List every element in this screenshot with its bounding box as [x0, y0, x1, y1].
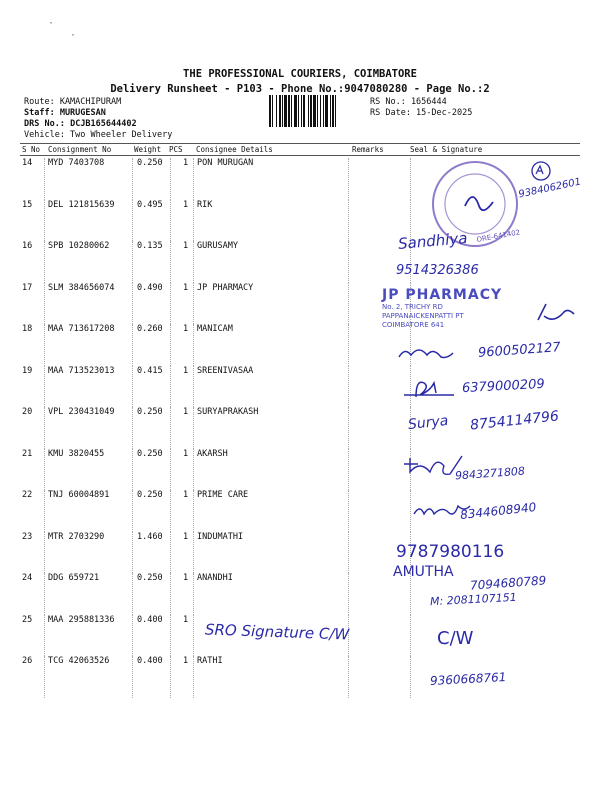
- column-divider: [44, 200, 45, 242]
- column-divider: [170, 449, 171, 491]
- header-top-rule: [20, 143, 580, 144]
- barcode-bar: [325, 95, 328, 127]
- barcode-bar: [303, 95, 305, 127]
- column-divider: [132, 366, 133, 408]
- column-divider: [132, 200, 133, 242]
- column-divider: [348, 241, 349, 283]
- column-divider: [44, 366, 45, 408]
- column-divider: [170, 366, 171, 408]
- barcode-bar: [332, 95, 334, 127]
- column-divider: [132, 241, 133, 283]
- column-divider: [132, 532, 133, 574]
- row-sno: 19: [22, 365, 33, 376]
- column-divider: [348, 158, 349, 200]
- barcode-bar: [310, 95, 312, 127]
- hw-r24-name: AMUTHA: [393, 564, 454, 580]
- drs-line: [24, 119, 172, 130]
- col-consignment: Consignment No: [48, 145, 112, 154]
- row-sno: 14: [22, 158, 33, 168]
- row-weight: 0.495: [137, 199, 163, 210]
- column-divider: [44, 490, 45, 532]
- column-divider: [44, 573, 45, 615]
- row-sno: 22: [22, 490, 33, 500]
- row-pcs: 1: [183, 656, 189, 666]
- row-consignee: AKARSH: [197, 448, 228, 459]
- barcode-bar: [323, 95, 324, 127]
- column-divider: [348, 324, 349, 366]
- column-divider: [348, 407, 349, 449]
- column-divider: [44, 532, 45, 574]
- row-consignee: RIK: [197, 199, 213, 210]
- row-weight: 0.400: [137, 614, 163, 625]
- barcode-bar: [291, 95, 292, 127]
- barcode-bar: [288, 95, 290, 127]
- row-sno: 24: [22, 573, 33, 583]
- column-divider: [132, 407, 133, 449]
- column-divider: [132, 324, 133, 366]
- column-divider: [348, 573, 349, 615]
- hw-r22-phone: 8344608940: [459, 500, 537, 522]
- row-pcs: 1: [183, 531, 189, 542]
- row-consignment-no: KMU 3820455: [48, 448, 105, 459]
- column-divider: [44, 324, 45, 366]
- row-consignment-no: SPB 10280062: [48, 241, 110, 251]
- row-consignment-no: MAA 295881336: [48, 614, 115, 625]
- row-weight: 0.250: [137, 448, 163, 459]
- row-sno: 21: [22, 448, 33, 459]
- hw-r20-phone: 8754114796: [469, 408, 560, 434]
- row-weight: 0.250: [137, 490, 163, 500]
- hw-r24-phone1: 7094680789: [469, 573, 547, 593]
- barcode-bar: [335, 95, 336, 127]
- runsheet-subtitle: Delivery Runsheet - P103 - Phone No.:9047080280 - Page No.:2: [110, 83, 490, 95]
- column-divider: [170, 490, 171, 532]
- stamp-title: JP PHARMACY: [382, 287, 503, 303]
- hw-r25-remark: SRO Signature C/W: [204, 620, 350, 644]
- row-pcs: 1: [183, 448, 189, 459]
- hw-r24-phone2: M: 2081107151: [429, 590, 517, 609]
- column-divider: [410, 615, 411, 657]
- row-consignee: PON MURUGAN: [197, 158, 254, 168]
- barcode-bar: [294, 95, 297, 127]
- signature-r18-image: [395, 343, 465, 363]
- column-divider: [348, 449, 349, 491]
- column-divider: [193, 573, 194, 615]
- row-consignment-no: MAA 713523013: [48, 365, 115, 376]
- column-divider: [132, 283, 133, 325]
- barcode-bar: [272, 95, 273, 127]
- hw-r16-phone: 9514326386: [396, 263, 479, 278]
- column-divider: [410, 158, 411, 200]
- row-consignment-no: TNJ 60004891: [48, 490, 110, 500]
- column-divider: [132, 449, 133, 491]
- column-divider: [348, 366, 349, 408]
- hw-r20-name: Surya: [407, 412, 450, 434]
- column-divider: [170, 573, 171, 615]
- row-weight: 0.400: [137, 656, 163, 666]
- row-consignee: PRIME CARE: [197, 490, 249, 500]
- barcode-bar: [308, 95, 309, 127]
- row-pcs: 1: [183, 573, 189, 583]
- column-divider: [44, 283, 45, 325]
- hw-r23-phone: 9787980116: [396, 542, 505, 562]
- vehicle-text: Vehicle: Two Wheeler Delivery: [24, 130, 173, 140]
- column-divider: [193, 241, 194, 283]
- hw-r25-cw: C/W: [437, 628, 474, 649]
- column-divider: [348, 200, 349, 242]
- route-text: Route: KAMACHIPURAM: [24, 97, 122, 107]
- column-divider: [132, 490, 133, 532]
- column-divider: [132, 158, 133, 200]
- rs-date: RS Date: 15-Dec-2025: [370, 108, 473, 118]
- column-divider: [193, 283, 194, 325]
- hw-r14-phone: 9384062601: [517, 176, 583, 201]
- column-divider: [348, 490, 349, 532]
- staff-text: Staff: MURUGESAN: [24, 108, 106, 118]
- row-weight: 0.260: [137, 324, 163, 334]
- row-consignment-no: SLM 384656074: [48, 282, 115, 293]
- barcode-image: [268, 95, 364, 127]
- hw-r26-phone: 9360668761: [429, 670, 507, 688]
- column-divider: [193, 615, 194, 657]
- barcode-bar: [284, 95, 287, 127]
- row-consignment-no: TCG 42063526: [48, 656, 110, 666]
- col-pcs: PCS: [169, 145, 183, 154]
- column-divider: [170, 241, 171, 283]
- hw-r21-phone: 9843271808: [454, 464, 526, 483]
- column-divider: [193, 407, 194, 449]
- row-sno: 23: [22, 531, 33, 542]
- signature-r19-image: [400, 375, 460, 403]
- row-consignee: SURYAPRAKASH: [197, 407, 259, 417]
- barcode-bar: [279, 95, 281, 127]
- info-left: [24, 97, 172, 141]
- row-sno: 16: [22, 241, 33, 251]
- signature-r17-image: [530, 300, 580, 330]
- column-divider: [44, 449, 45, 491]
- row-weight: 0.250: [137, 158, 163, 168]
- row-weight: 0.490: [137, 282, 163, 293]
- hw-r18-phone: 9600502127: [477, 340, 562, 361]
- stamp-line3: COIMBATORE 641: [382, 321, 445, 329]
- row-sno: 25: [22, 614, 33, 625]
- barcode-bar: [301, 95, 302, 127]
- col-consignee: Consignee Details: [196, 145, 273, 154]
- row-pcs: 1: [183, 282, 189, 293]
- column-divider: [132, 573, 133, 615]
- row-consignee: GURUSAMY: [197, 241, 238, 251]
- column-divider: [170, 532, 171, 574]
- scan-speck: ·: [48, 18, 55, 29]
- barcode-bar: [298, 95, 299, 127]
- column-divider: [348, 656, 349, 698]
- column-divider: [348, 283, 349, 325]
- company-title: THE PROFESSIONAL COURIERS, COIMBATORE: [183, 68, 417, 80]
- drs-value: DCJB165644402: [70, 119, 137, 129]
- row-consignee: JP PHARMACY: [197, 282, 254, 293]
- col-remarks: Remarks: [352, 145, 384, 154]
- row-weight: 0.250: [137, 407, 163, 417]
- row-sno: 15: [22, 199, 33, 210]
- column-divider: [193, 656, 194, 698]
- row-weight: 0.250: [137, 573, 163, 583]
- column-divider: [44, 158, 45, 200]
- barcode-bar: [330, 95, 331, 127]
- column-divider: [170, 158, 171, 200]
- row-weight: 1.460: [137, 531, 163, 542]
- column-divider: [193, 449, 194, 491]
- row-sno: 18: [22, 324, 33, 334]
- barcode-bar: [313, 95, 316, 127]
- column-divider: [410, 656, 411, 698]
- column-divider: [170, 615, 171, 657]
- hw-r19-phone: 6379000209: [461, 376, 546, 397]
- row-consignee: SREENIVASAA: [197, 365, 254, 376]
- row-weight: 0.135: [137, 241, 163, 251]
- column-divider: [193, 200, 194, 242]
- info-right: [370, 97, 472, 119]
- row-consignment-no: MTR 2703290: [48, 531, 105, 542]
- column-divider: [193, 366, 194, 408]
- column-divider: [170, 324, 171, 366]
- barcode-bar: [269, 95, 271, 127]
- row-consignee: ANANDHI: [197, 573, 233, 583]
- column-divider: [170, 200, 171, 242]
- col-weight: Weight: [134, 145, 162, 154]
- barcode-bar: [282, 95, 283, 127]
- row-consignee: INDUMATHI: [197, 531, 244, 542]
- row-consignee: MANICAM: [197, 324, 233, 334]
- column-divider: [170, 407, 171, 449]
- column-divider: [132, 615, 133, 657]
- column-divider: [193, 324, 194, 366]
- row-pcs: 1: [183, 199, 189, 210]
- row-consignment-no: DEL 121815639: [48, 199, 115, 210]
- column-divider: [170, 656, 171, 698]
- column-divider: [44, 656, 45, 698]
- row-pcs: 1: [183, 407, 189, 417]
- row-pcs: 1: [183, 490, 189, 500]
- row-pcs: 1: [183, 324, 189, 334]
- drs-label: DRS No.:: [24, 119, 65, 129]
- barcode-bar: [276, 95, 277, 127]
- row-sno: 17: [22, 282, 33, 293]
- header-bottom-rule: [20, 155, 580, 156]
- row-weight: 0.415: [137, 365, 163, 376]
- column-divider: [170, 283, 171, 325]
- column-divider: [132, 656, 133, 698]
- jp-pharmacy-stamp: [382, 287, 522, 330]
- barcode-bar: [317, 95, 318, 127]
- hw-r16-name: Sandhiya: [397, 229, 469, 253]
- column-divider: [193, 158, 194, 200]
- row-pcs: 1: [183, 241, 189, 251]
- column-divider: [193, 532, 194, 574]
- row-pcs: 1: [183, 158, 189, 168]
- barcode-bar: [320, 95, 321, 127]
- svg-text:ORE-641402: ORE-641402: [475, 228, 521, 244]
- column-divider: [44, 241, 45, 283]
- row-sno: 26: [22, 656, 33, 666]
- row-pcs: 1: [183, 365, 189, 376]
- column-divider: [193, 490, 194, 532]
- row-sno: 20: [22, 407, 33, 417]
- column-divider: [44, 615, 45, 657]
- rs-no: RS No.: 1656444: [370, 97, 447, 107]
- row-consignee: RATHI: [197, 656, 223, 666]
- column-divider: [44, 407, 45, 449]
- row-consignment-no: VPL 230431049: [48, 407, 115, 417]
- row-consignment-no: DDG 659721: [48, 573, 100, 583]
- stamp-line1: No. 2, TRICHY RD: [382, 303, 443, 311]
- stamp-line2: PAPPANAICKENPATTI PT: [382, 312, 464, 320]
- col-sno: S No: [22, 145, 41, 154]
- row-consignment-no: MYD 7403708: [48, 158, 105, 168]
- row-pcs: 1: [183, 614, 189, 625]
- column-divider: [348, 532, 349, 574]
- scan-speck: ·: [70, 30, 77, 41]
- col-seal: Seal & Signature: [410, 145, 483, 154]
- row-consignment-no: MAA 713617208: [48, 324, 115, 334]
- initials-mark-image: [530, 160, 552, 182]
